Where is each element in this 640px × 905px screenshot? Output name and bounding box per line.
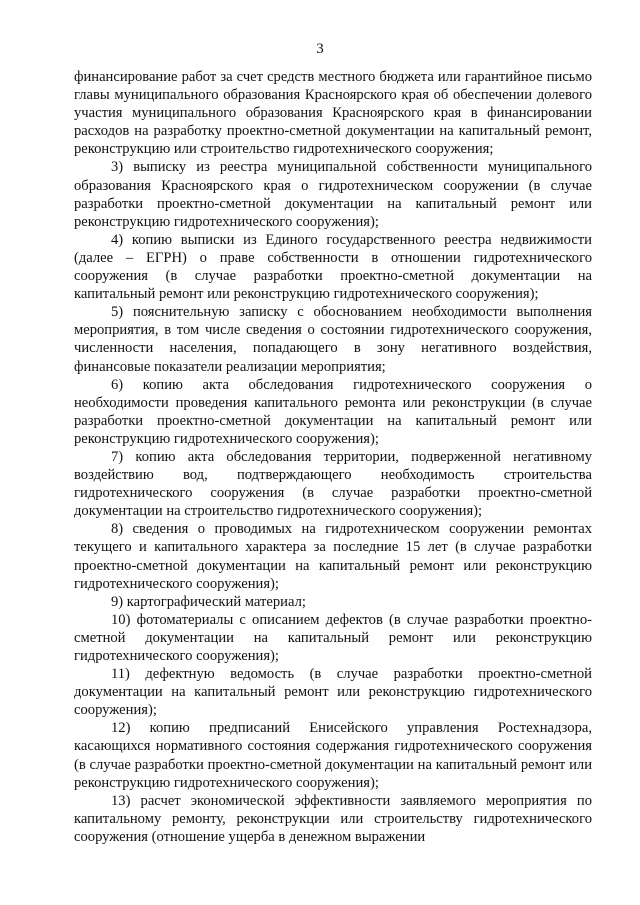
page-number: 3: [316, 41, 324, 57]
paragraph-item-13: 13) расчет экономической эффективности заявляемого мероприятия по капитальному ремонту, реконструкции или строительству гидротехнического сооружения (отношение ущерба в денежном выражении: [74, 792, 592, 845]
document-body: [74, 68, 592, 846]
paragraph-item-9: 9) картографический материал;: [111, 593, 306, 610]
paragraph-item-4: 4) копию выписки из Единого государственного реестра недвижимости (далее – ЕГРН) о праве собственности в отношении гидротехнического сооружения (в случае разработки проектно-сметной документации на капитальный ремонт или реконструкцию гидротехнического сооружения);: [74, 231, 592, 303]
paragraph-item-12: 12) копию предписаний Енисейского управления Ростехнадзора, касающихся нормативного состояния содержания гидротехнического сооружения (в случае разработки проектно-сметной документации на капитальный ремонт или реконструкцию гидротехнического сооружения);: [74, 720, 592, 791]
paragraph-continuation: финансирование работ за счет средств местного бюджета или гарантийное письмо главы муниципального образования Красноярского края об обеспечении долевого участия муниципального образования Красноярского края в финансировании расходов на разработку проектно-сметной документации на капитальный ремонт, реконструкцию или строительство гидротехнического сооружения;: [74, 69, 592, 158]
paragraph-item-10: 10) фотоматериалы с описанием дефектов (в случае разработки проектно-сметной документации на капитальный ремонт или реконструкцию гидротехнического сооружения);: [74, 611, 592, 664]
paragraph-item-11: 11) дефектную ведомость (в случае разработки проектно-сметной документации на капитальный ремонт или реконструкцию гидротехнического сооружения);: [74, 666, 592, 719]
paragraph-item-3: 3) выписку из реестра муниципальной собственности муниципального образования Красноярского края о гидротехническом сооружении (в случае разработки проектно-сметной документации на капитальный ремонт или реконструкцию гидротехнического сооружения);: [74, 159, 592, 230]
paragraph-item-5: 5) пояснительную записку с обоснованием необходимости выполнения мероприятия, в том числе сведения о состоянии гидротехнического сооружения, численности населения, попадающего в зону негативного воздействия, финансовые показатели реализации мероприятия;: [74, 304, 592, 375]
paragraph-item-6: 6) копию акта обследования гидротехнического сооружения о необходимости проведения капитального ремонта или реконструкции (в случае разработки проектно-сметной документации на капитальный ремонт или реконструкцию гидротехнического сооружения);: [74, 376, 592, 447]
paragraph-item-8: 8) сведения о проводимых на гидротехническом сооружении ремонтах текущего и капитального характера за последние 15 лет (в случае разработки проектно-сметной документации на капитальный ремонт или реконструкцию гидротехнического сооружения);: [74, 521, 592, 592]
paragraph-item-7: 7) копию акта обследования территории, подверженной негативному воздействию вод, подтверждающего необходимость строительства гидротехнического сооружения (в случае разработки проектно-сметной документации на строительство гидротехнического сооружения);: [74, 448, 592, 520]
